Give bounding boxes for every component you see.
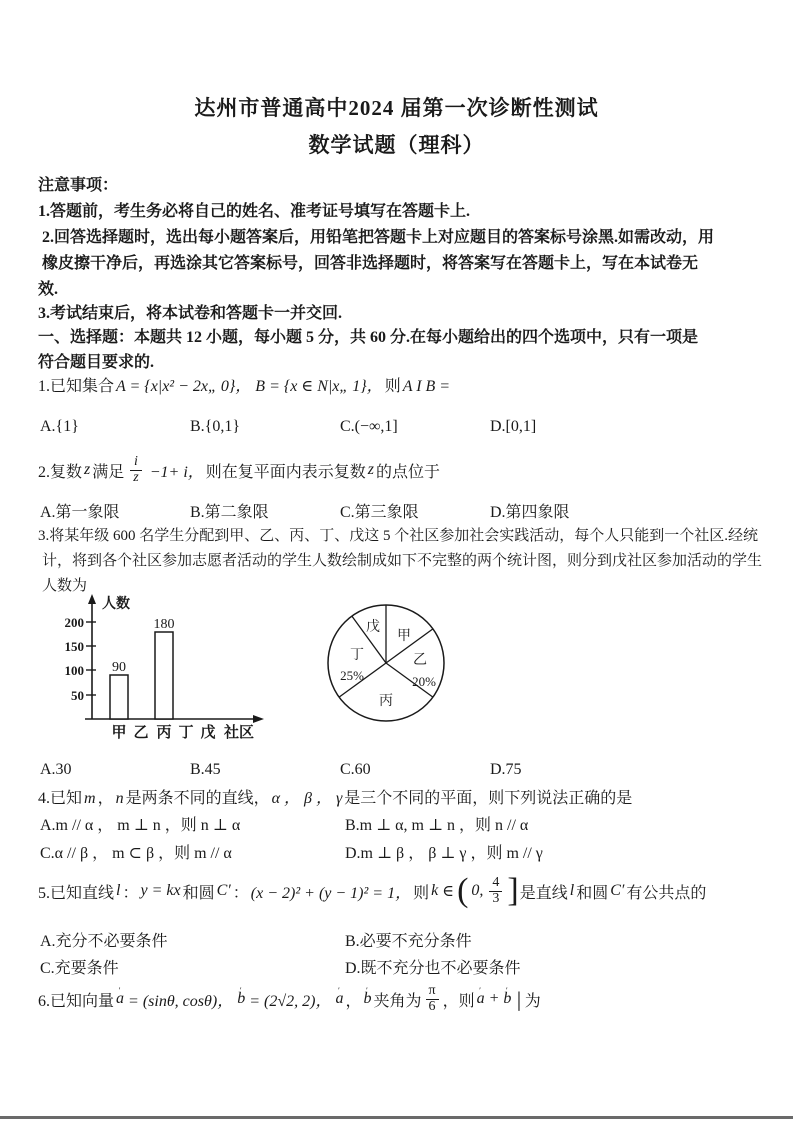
q4-text-post: 是三个不同的平面，则下列说法正确的是 [344,790,633,807]
q5-colon1: ： [122,884,139,902]
question-5 [38,866,706,916]
q1-option-c: C.(−∞,1] [340,418,398,435]
pie-label-yi: 乙 [413,653,427,668]
q5-options-row2 [40,955,770,979]
question-1 [38,373,452,396]
notice-item-2-line1: 2.回答选择题时，选出每小题答案后，用铅笔把答题卡上对应题目的答案标号涂黑.如需改动，用 [42,229,715,246]
bar-bing-180 [155,632,173,719]
notice-item-2-line3: 效. [38,281,59,298]
q1-option-a: A.{1} [40,418,79,435]
q5-option-d: D.既不充分也不必要条件 [345,960,521,977]
pie-label-bing: 丙 [379,694,393,709]
pie-label-wu: 戊 [366,620,380,635]
q2-text-post: 的点位于 [376,463,441,481]
q5-right-bracket: ] [507,872,519,909]
q1-text-pre: 1.已知集合 [38,378,115,395]
section1-header-line1: 一、选择题：本题共 12 小题，每小题 5 分，共 60 分.在每小题给出的四个选项中，只有一项是 [38,329,699,346]
bar-jia-90 [110,675,128,719]
q4-option-b: B.m ⊥ α, m ⊥ n ，则 n // α [345,817,529,834]
q1-options [40,418,770,442]
y-tick-label-50: 50 [71,688,84,703]
q4-option-a: A.m // α ， m ⊥ n ，则 n ⊥ α [40,817,241,834]
q1-intersection-expression: A I B = [402,378,451,395]
q5-fraction-numerator: 4 [492,874,500,890]
q2-equation-rhs: −1+ i， [149,463,204,481]
q4-comma: ， [97,790,114,807]
q3-option-c: C.60 [340,761,371,778]
q4-options-row1 [40,812,770,836]
q4-option-d: D.m ⊥ β ， β ⊥ γ ，则 m // γ [345,845,543,862]
q6-vector-b3: ′ b [503,990,511,1008]
q5-left-bracket: ( [457,872,469,909]
q6-plus-sign: + [488,990,500,1007]
q6-text-then: ，则 [442,992,475,1010]
q2-fraction-numerator: i [134,453,138,469]
q2-option-d: D.第四象限 [490,504,570,521]
q2-fraction-i-over-z [128,455,143,485]
q5-line-equation: y = kx [140,882,181,899]
y-tick-label-100: 100 [64,663,84,678]
q5-var-c2: C′ [610,882,625,899]
q2-var-z: z [84,461,91,478]
q3-option-a: A.30 [40,761,72,778]
q6-fraction-pi-over-6 [425,984,438,1014]
q6-vector-a-definition: = (sinθ, cosθ)， [128,992,234,1010]
question-4 [38,785,632,808]
q1-option-b: B.{0,1} [190,418,241,435]
q4-text-pre: 4.已知 [38,790,83,807]
q2-var-z2: z [367,461,375,478]
q5-text-mid1: 和圆 [182,884,215,902]
y-tick-label-200: 200 [64,615,84,630]
q5-options-row1 [40,928,770,952]
q4-option-c: C.α // β ， m ⊂ β ，则 m // α [40,845,232,862]
pie-percent-yi: 20% [412,674,436,689]
x-category-wu: 戊 [200,725,216,741]
q1-text-mid: 则 [384,378,401,395]
q6-fraction-denominator: 6 [426,999,439,1015]
q6-fraction-numerator: π [428,982,436,998]
q4-text-mid: 是两条不同的直线， [125,790,270,807]
bar-value-label-90: 90 [112,660,126,675]
question-2 [38,447,440,493]
q5-in-symbol: ∈ [442,883,455,900]
q3-options [40,761,770,785]
q4-options-row2 [40,840,770,864]
q5-colon2: ： [232,884,249,902]
section1-header-line2: 符合题目要求的. [38,354,155,371]
q5-var-l: l [116,882,121,899]
q5-fraction-denominator: 3 [489,891,502,907]
q6-vector-b: ′ b [237,990,245,1008]
q5-option-a: A.充分不必要条件 [40,933,168,950]
q5-var-c: C′ [216,882,231,899]
q1-set-expression: A = {x|x² − 2x„ 0}， B = {x ∈ N|x„ 1}， [116,378,383,395]
q6-text-pre: 6.已知向量 [38,992,115,1010]
pie-label-jia: 甲 [397,629,411,644]
q2-options [40,499,770,523]
notice-item-2-line2: 橡皮擦干净后，再选涂其它答案标号，回答非选择题时，将答案写在答题卡上，写在本试卷无 [42,255,699,272]
q5-interval-zero: 0, [471,882,484,899]
q6-vector-a: ′ a [116,990,124,1008]
q5-text-mid2: 是直线 [519,884,568,902]
q5-text-pre: 5.已知直线 [38,884,115,902]
q2-text-mid: 满足 [92,463,125,481]
q5-var-k: k [431,882,439,899]
q5-option-c: C.充要条件 [40,960,119,977]
question-3-line1: 3.将某年级 600 名学生分配到甲、乙、丙、丁、戊这 5 个社区参加社会实践活动，每个人只能到一个社区.经统 [38,528,759,544]
q2-option-a: A.第一象限 [40,504,120,521]
x-category-yi: 乙 [133,725,149,741]
q4-var-m: m [84,790,96,807]
x-axis-arrow-icon [253,715,264,723]
notice-item-1: 1.答题前，考生务必将自己的姓名、准考证号填写在答题卡上. [38,203,471,220]
q6-text-post: │为 [513,992,541,1010]
q3-option-b: B.45 [190,761,221,778]
q2-option-c: C.第三象限 [340,504,419,521]
q5-fraction-4-over-3 [489,876,502,906]
bar-chart-y-axis-label: 人数 [102,597,130,612]
q4-var-n: n [115,790,124,807]
q3-option-d: D.75 [490,761,522,778]
q5-option-b: B.必要不充分条件 [345,933,472,950]
notice-header: 注意事项： [38,177,119,194]
q6-vector-b-definition: = (2√2, 2)， [249,992,332,1010]
q6-vector-a3: ′ a [477,990,485,1008]
q6-vector-a2: ′ a [335,990,343,1008]
y-axis-arrow-icon [88,594,96,604]
q5-var-l2: l [569,882,575,899]
q4-greek-planes: α ， β ， γ [271,790,343,807]
q5-text-mid3: 和圆 [576,884,609,902]
x-category-jia: 甲 [111,725,127,741]
q6-vector-b2: ′ b [363,990,371,1008]
y-tick-label-150: 150 [64,639,84,654]
bar-value-label-180: 180 [153,617,175,632]
q2-text-pre: 2.复数 [38,463,83,481]
q5-text-post: 有公共点的 [626,884,707,902]
exam-title: 达州市普通高中2024 届第一次诊断性测试 [194,96,599,120]
question-6 [38,978,541,1020]
question-3-line2: 计，将到各个社区参加志愿者活动的学生人数绘制成如下不完整的两个统计图，则分到戊社区参加活动的学生 [42,553,763,569]
page-bottom-edge [0,1116,793,1119]
q5-circle-equation: (x − 2)² + (y − 1)² = 1， [250,884,412,902]
pie-percent-ding: 25% [340,668,364,683]
pie-chart-community-percentages [316,592,461,737]
q5-text-then: 则 [413,884,430,902]
notice-item-3: 3.考试结束后，将本试卷和答题卡一并交回. [38,305,343,322]
q2-fraction-denominator: z [130,470,141,486]
exam-subtitle: 数学试题（理科） [308,133,485,157]
bar-chart-x-axis-label: 社区 [223,725,255,741]
q2-option-b: B.第二象限 [190,504,269,521]
question-3-line3: 人数为 [42,578,88,594]
x-category-ding: 丁 [178,725,194,741]
x-category-bing: 丙 [156,725,172,741]
q1-option-d: D.[0,1] [490,418,537,435]
q2-text-mid2: 则在复平面内表示复数 [205,463,366,481]
pie-label-ding: 丁 [350,648,364,663]
bar-chart-students-per-community [58,594,328,754]
q6-comma: ， [345,992,362,1010]
q6-text-mid: 夹角为 [373,992,422,1010]
